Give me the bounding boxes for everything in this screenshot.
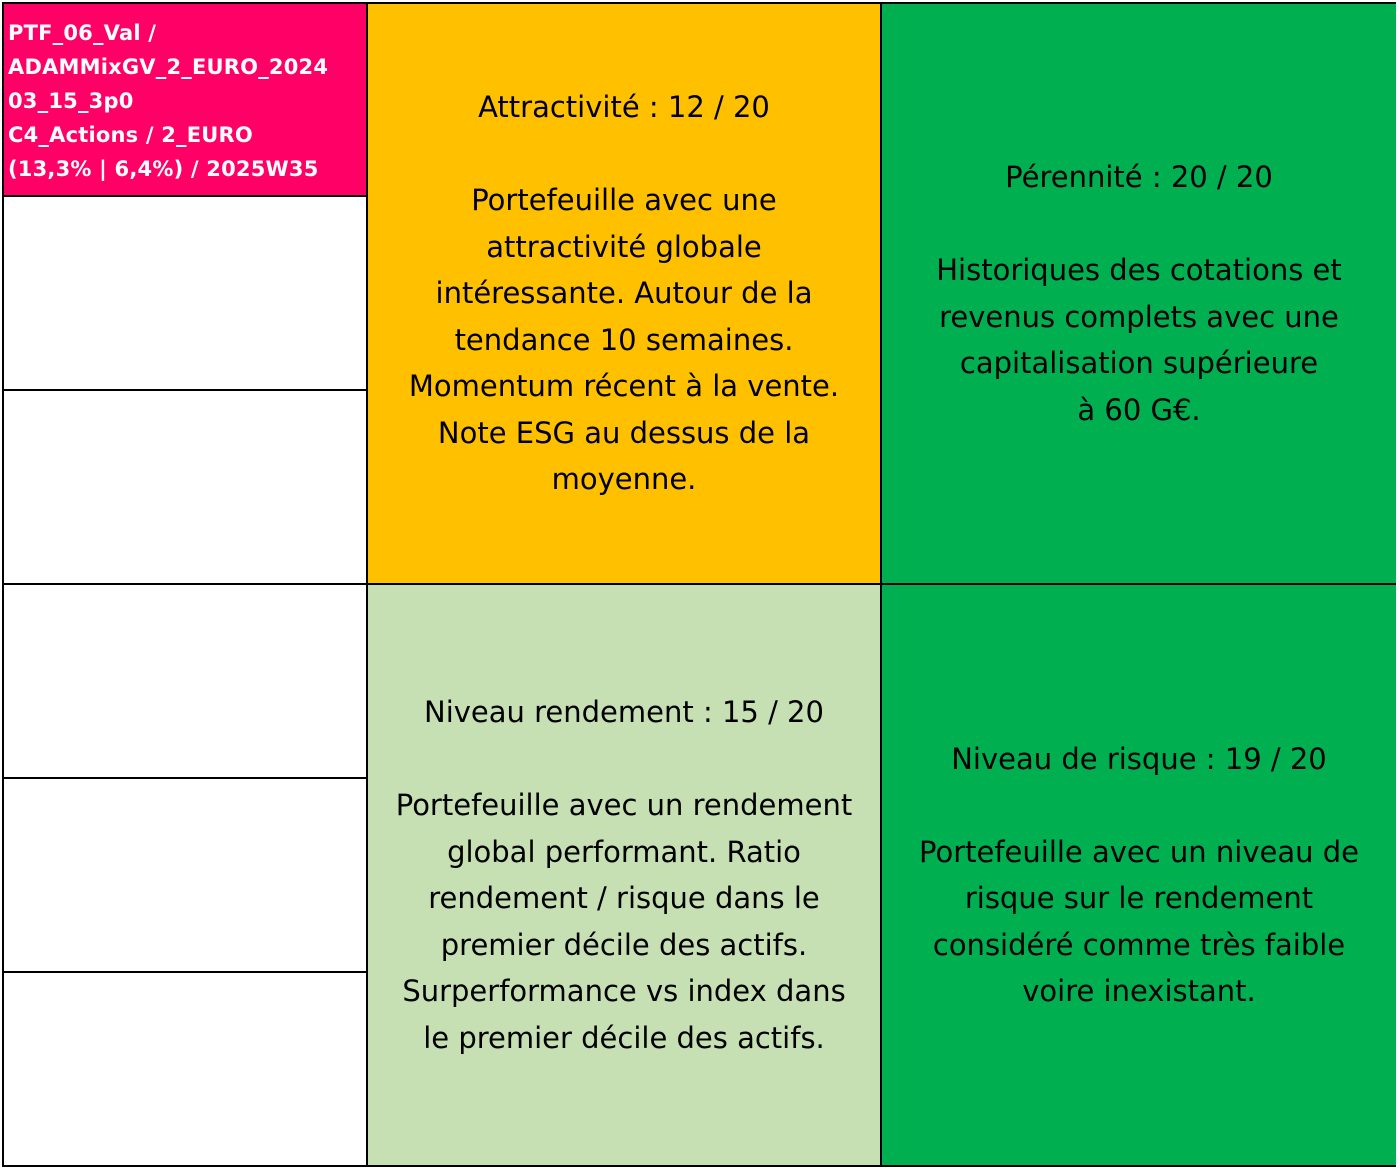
perennite-text-line: à 60 G€.	[1077, 392, 1201, 427]
rendement-text-line: global performant. Ratio	[447, 834, 801, 869]
rendement-text-line: premier décile des actifs.	[440, 927, 808, 962]
attractivite-text-line: Portefeuille avec une	[471, 183, 777, 218]
risque-text-line: voire inexistant.	[1022, 974, 1256, 1008]
score-grid	[2, 2, 1396, 1167]
attractivite-text-line: attractivité globale	[486, 229, 762, 264]
portfolio-header	[4, 4, 366, 195]
attractivite-text-line: tendance 10 semaines.	[454, 322, 794, 357]
empty-cell	[4, 391, 366, 583]
header-line: (13,3% | 6,4%) / 2025W35	[8, 157, 319, 181]
header-line: PTF_06_Val /	[8, 21, 157, 45]
perennite-cell	[882, 4, 1396, 583]
attractivite-cell	[368, 4, 880, 583]
rendement-text-line: Surperformance vs index dans	[402, 974, 846, 1008]
empty-cell	[4, 973, 366, 1165]
attractivite-text-line: Note ESG au dessus de la	[437, 415, 811, 450]
attractivite-score: Attractivité : 12 / 20	[478, 90, 770, 125]
attractivite-text-line: intéressante. Autour de la	[435, 276, 813, 311]
risque-cell	[882, 585, 1396, 1165]
header-line: 03_15_3p0	[8, 89, 134, 113]
risque-text-line: risque sur le rendement	[964, 881, 1314, 915]
attractivite-text-line: Momentum récent à la vente.	[408, 369, 840, 404]
rendement-score: Niveau rendement : 15 / 20	[424, 695, 824, 729]
rendement-text-line: rendement / risque dans le	[428, 881, 820, 915]
perennite-text-line: Historiques des cotations et	[936, 253, 1342, 287]
rendement-cell	[368, 585, 880, 1165]
risque-text-line: considéré comme très faible	[932, 927, 1346, 962]
empty-cell	[4, 197, 366, 389]
perennite-text-line: revenus complets avec une	[939, 299, 1339, 334]
risque-score: Niveau de risque : 19 / 20	[951, 741, 1327, 776]
empty-cell	[4, 779, 366, 971]
risque-text-line: Portefeuille avec un niveau de	[919, 834, 1359, 869]
empty-cell	[4, 585, 366, 777]
header-line: C4_Actions / 2_EURO	[8, 123, 253, 147]
perennite-score: Pérennité : 20 / 20	[1005, 160, 1273, 194]
rendement-text-line: le premier décile des actifs.	[423, 1020, 825, 1055]
perennite-text-line: capitalisation supérieure	[959, 346, 1319, 380]
attractivite-text-line: moyenne.	[551, 462, 697, 497]
header-line: ADAMMixGV_2_EURO_2024	[8, 55, 329, 79]
rendement-text-line: Portefeuille avec un rendement	[395, 788, 853, 822]
